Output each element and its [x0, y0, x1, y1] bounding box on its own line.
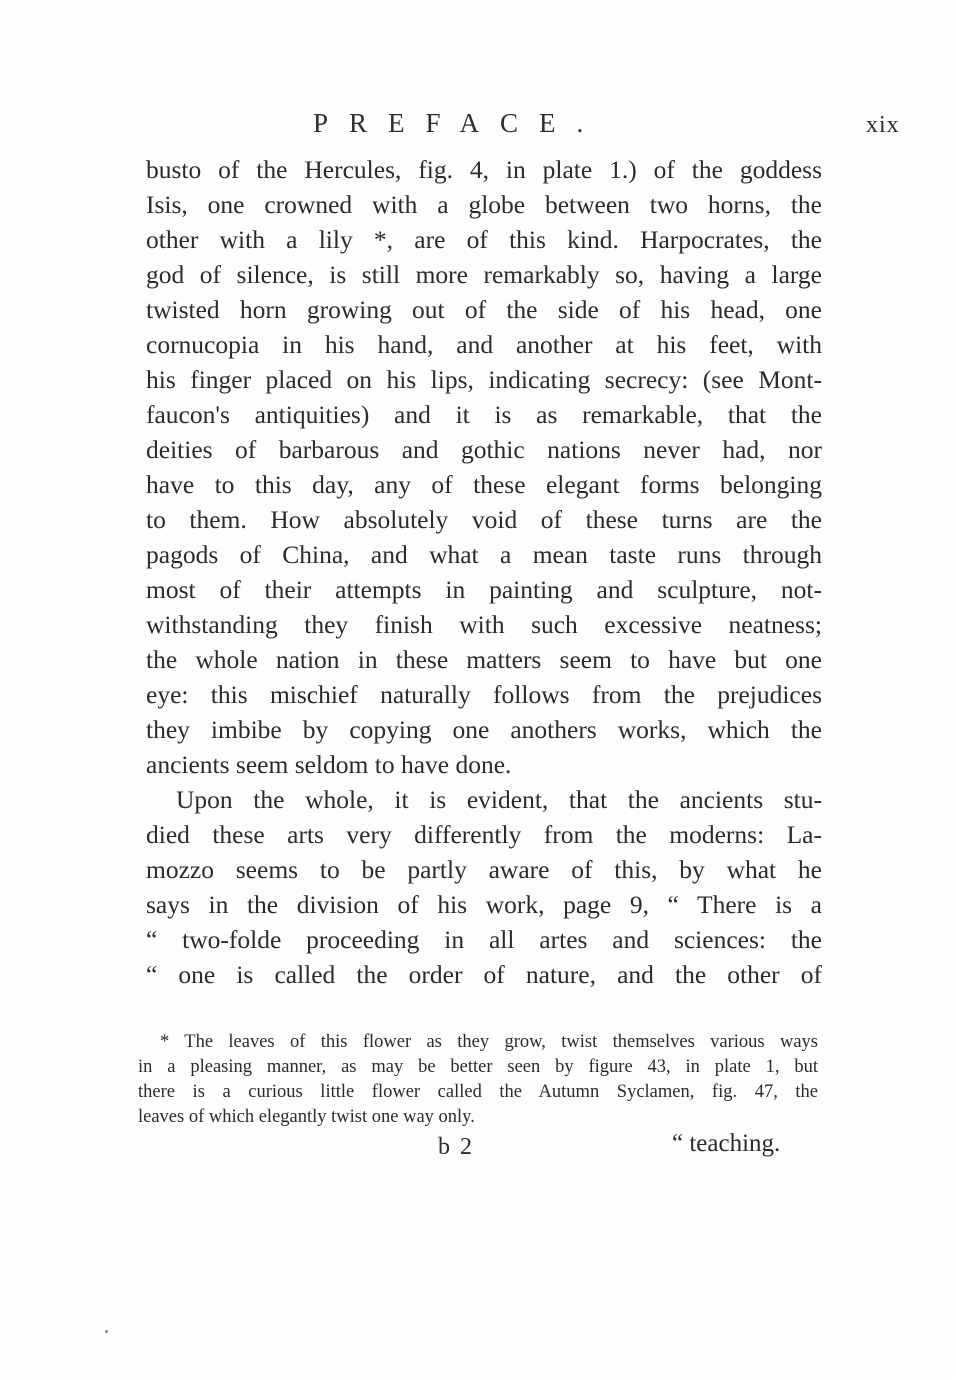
body-line: they imbibe by copying one anothers works, which the	[146, 715, 822, 744]
body-line: “ one is called the order of nature, and the other of	[146, 960, 822, 989]
body-line-paragraph-end: ancients seem seldom to have done.	[146, 750, 512, 779]
body-line: most of their attempts in painting and sculpture, not-	[146, 575, 822, 604]
body-line: deities of barbarous and gothic nations never had, nor	[146, 435, 822, 464]
body-line: his finger placed on his lips, indicating secrecy: (see Mont-	[146, 365, 822, 394]
footnote-line: there is a curious little flower called the Autumn Syclamen, fig. 47, the	[138, 1082, 818, 1102]
body-line: eye: this mischief naturally follows from the prejudices	[146, 680, 822, 709]
signature-mark: b 2	[438, 1134, 474, 1160]
body-line: faucon's antiquities) and it is as remarkable, that the	[146, 400, 822, 429]
body-line: have to this day, any of these elegant forms belonging	[146, 470, 822, 499]
body-line: other with a lily *, are of this kind. Harpocrates, the	[146, 225, 822, 254]
paper-speck	[105, 1330, 108, 1333]
page-number: xix	[866, 112, 900, 138]
body-line: says in the division of his work, page 9, “ There is a	[146, 890, 822, 919]
body-line: “ two-folde proceeding in all artes and sciences: the	[146, 925, 822, 954]
body-line: the whole nation in these matters seem to have but one	[146, 645, 822, 674]
footnote-line: in a pleasing manner, as may be better seen by figure 43, in plate 1, but	[138, 1057, 818, 1077]
body-line: Isis, one crowned with a globe between two horns, the	[146, 190, 822, 219]
body-line: withstanding they finish with such excessive neatness;	[146, 610, 822, 639]
body-line: pagods of China, and what a mean taste runs through	[146, 540, 822, 569]
catchword: “ teaching.	[672, 1130, 781, 1157]
body-line: cornucopia in his hand, and another at his feet, with	[146, 330, 822, 359]
running-head-title: PREFACE.	[313, 108, 605, 138]
body-line: mozzo seems to be partly aware of this, by what he	[146, 855, 822, 884]
body-line: died these arts very differently from the moderns: La-	[146, 820, 822, 849]
body-line: to them. How absolutely void of these turns are the	[146, 505, 822, 534]
body-line-paragraph-start: Upon the whole, it is evident, that the ancients stu-	[176, 785, 822, 814]
footnote-line: * The leaves of this flower as they grow, twist themselves various ways	[160, 1032, 818, 1052]
body-line: god of silence, is still more remarkably so, having a large	[146, 260, 822, 289]
body-line: busto of the Hercules, fig. 4, in plate 1.) of the goddess	[146, 155, 822, 184]
footnote	[138, 1030, 818, 1130]
running-head	[0, 108, 955, 148]
body-text	[146, 152, 822, 992]
footnote-line: leaves of which elegantly twist one way only.	[138, 1107, 475, 1127]
body-line: twisted horn growing out of the side of his head, one	[146, 295, 822, 324]
